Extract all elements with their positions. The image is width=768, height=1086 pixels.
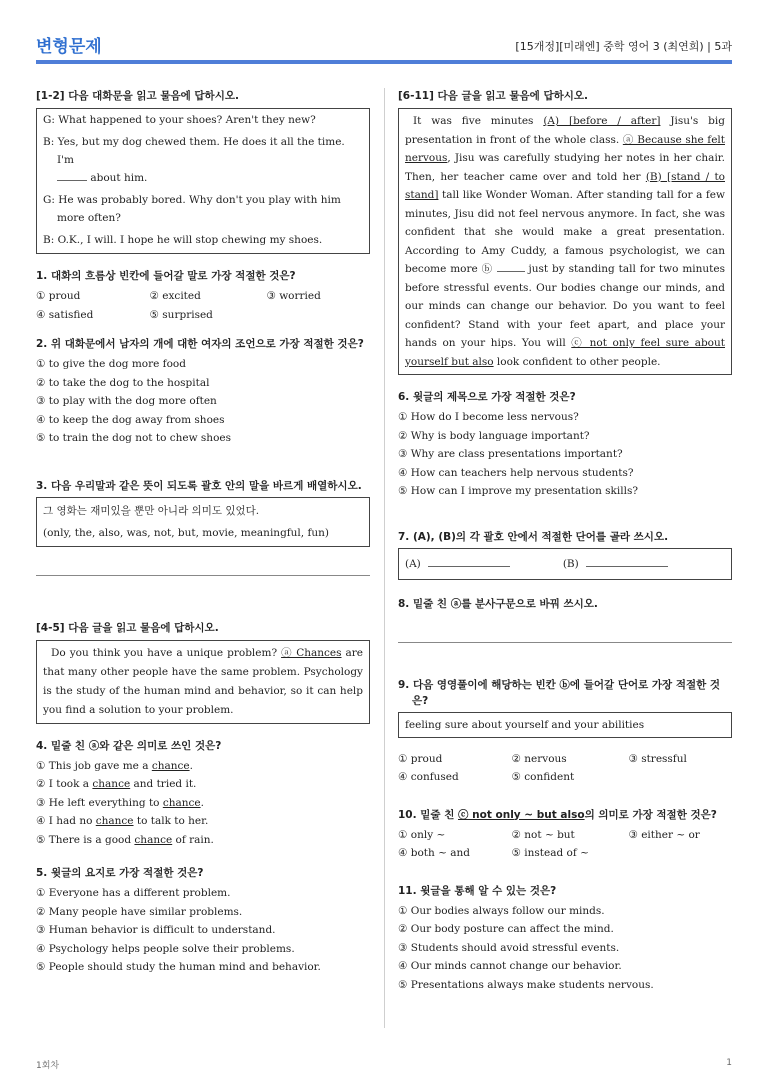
option[interactable]: ⑤ People should study the human mind and behavior.	[36, 961, 321, 973]
question-3-box	[36, 497, 370, 547]
option[interactable]: ③ Human behavior is difficult to understand.	[36, 924, 276, 936]
question-6-options	[398, 408, 732, 501]
question-4: 4. 밑줄 친 ⓐ와 같은 의미로 쓰인 것은?	[36, 739, 222, 752]
label-a: (A)	[405, 557, 421, 570]
option[interactable]: ⑤ There is a good chance of rain.	[36, 833, 214, 846]
dialog-line: G: He was probably bored. Why don't you play with him more often?	[43, 194, 341, 224]
option[interactable]: ④ I had no chance to talk to her.	[36, 815, 209, 827]
passage-box: It was five minutes (A) [before / after] Jisu's big presentation in front of the whole class. ⓐ Because she felt nervous, Jisu was carefully studying her notes in her chair. Then, her teacher came over and told her (B) [stand / to stand] tall like Wonder Woman. After standing tall for a few minutes, Jisu did not feel nervous anymore. In fact, she was confident that she would make a great presentation. According to Amy Cuddy, a famous psychologist, we can become more ⓑ just by standing tall for two minutes before stressful events. Our bodies change our minds, and our minds can change our behavior. Do you want to feel confident? Stand with your feet apart, and place your hands on your hips. You will ⓒ not only feel sure about yourself but also look confident to other people.	[398, 108, 732, 375]
underlined-chances: ⓐ Chances	[281, 646, 342, 659]
question-11-options	[398, 902, 732, 995]
label-b: (B)	[562, 557, 579, 570]
dialog-box	[36, 108, 370, 254]
option[interactable]: ⑤ surprised	[149, 308, 213, 321]
option[interactable]: ② nervous	[511, 752, 567, 765]
header-meta: [15개정][미래엔] 중학 영어 3 (최연희) | 5과	[515, 40, 732, 53]
question-1: 1. 대화의 흐름상 빈칸에 들어갈 말로 가장 적절한 것은?	[36, 270, 296, 282]
option[interactable]: ③ worried	[266, 290, 321, 302]
footer-round: 1회차	[36, 1061, 60, 1071]
question-11: 11. 윗글을 통해 알 수 있는 것은?	[398, 884, 557, 897]
option[interactable]: ③ to play with the dog more often	[36, 395, 217, 407]
question-10-options	[398, 826, 732, 863]
underlined-b: (B) [stand / to stand]	[405, 170, 725, 201]
option[interactable]: ⑤ How can I improve my presentation skills?	[398, 485, 639, 497]
column-divider	[384, 88, 385, 1028]
option[interactable]: ① How do I become less nervous?	[398, 411, 579, 423]
option[interactable]: ④ confused	[398, 771, 459, 783]
option[interactable]: ④ Psychology helps people solve their problems.	[36, 942, 295, 955]
option[interactable]: ① only ~	[398, 828, 446, 841]
answer-blank-b[interactable]	[586, 556, 668, 567]
question-7-box	[398, 548, 732, 580]
question-1-options	[36, 287, 370, 324]
definition-box: feeling sure about yourself and your abilities	[398, 712, 732, 738]
question-6: 6. 윗글의 제목으로 가장 적절한 것은?	[398, 391, 576, 403]
question-5: 5. 윗글의 요지로 가장 적절한 것은?	[36, 867, 204, 879]
question-2-options	[36, 355, 370, 448]
question-4-options	[36, 757, 370, 850]
answer-blank-a[interactable]	[428, 556, 510, 567]
underlined-circle-a: ⓐ Because she felt nervous	[405, 133, 725, 164]
option[interactable]: ② excited	[149, 290, 201, 302]
dialog-line: G: What happened to your shoes? Aren't they new?	[43, 114, 316, 126]
word-list: (only, the, also, was, not, but, movie, meaningful, fun)	[43, 526, 329, 539]
option[interactable]: ④ How can teachers help nervous students?	[398, 466, 634, 479]
page-title: 변형문제	[36, 37, 102, 57]
underlined-circle-c: ⓒ not only feel sure about yourself but also	[405, 337, 725, 368]
option[interactable]: ⑤ to train the dog not to chew shoes	[36, 432, 231, 444]
option[interactable]: ④ both ~ and	[398, 847, 470, 859]
page-number: 1	[726, 1058, 732, 1068]
question-7: 7. (A), (B)의 각 괄호 안에서 적절한 단어를 골라 쓰시오.	[398, 530, 669, 543]
question-5-options	[36, 884, 370, 977]
answer-blank	[497, 261, 525, 272]
option[interactable]: ① proud	[398, 752, 443, 765]
option[interactable]: ② I took a chance and tried it.	[36, 778, 197, 790]
option[interactable]: ③ Why are class presentations important?	[398, 448, 623, 460]
option[interactable]: ② not ~ but	[511, 828, 575, 841]
option[interactable]: ① to give the dog more food	[36, 358, 186, 370]
left-column	[36, 88, 370, 977]
option[interactable]: ⑤ confident	[511, 771, 575, 783]
header-rule	[36, 60, 732, 64]
option[interactable]: ① This job gave me a chance.	[36, 759, 193, 772]
option[interactable]: ① Everyone has a different problem.	[36, 887, 231, 899]
section-heading-1-2: [1-2] 다음 대화문을 읽고 물음에 답하시오.	[36, 90, 239, 102]
question-3: 3. 다음 우리말과 같은 뜻이 되도록 괄호 안의 말을 바르게 배열하시오.	[36, 479, 362, 492]
option[interactable]: ③ He left everything to chance.	[36, 796, 204, 809]
question-9: 9. 다음 영영풀이에 해당하는 빈칸 ⓑ에 들어갈 단어로 가장 적절한 것은?	[398, 678, 721, 707]
dialog-line: B: Yes, but my dog chewed them. He does it all the time. I'm about him.	[43, 136, 345, 184]
option[interactable]: ③ Students should avoid stressful events.	[398, 941, 620, 954]
option[interactable]: ② Many people have similar problems.	[36, 905, 243, 918]
right-column	[398, 88, 732, 994]
option[interactable]: ① proud	[36, 290, 81, 302]
option[interactable]: ③ either ~ or	[628, 828, 700, 841]
option[interactable]: ④ to keep the dog away from shoes	[36, 413, 225, 426]
underlined-a: (A) [before / after]	[543, 115, 661, 127]
option[interactable]: ② to take the dog to the hospital	[36, 376, 210, 389]
option[interactable]: ② Why is body language important?	[398, 429, 590, 442]
option[interactable]: ② Our body posture can affect the mind.	[398, 923, 614, 935]
dialog-line: B: O.K., I will. I hope he will stop chewing my shoes.	[43, 234, 323, 246]
passage-box: Do you think you have a unique problem? ⓐ Chances are that many other people have the same problem. Psychology is the study of the human mind and behavior, so it can help you find a solution to your problem.	[36, 640, 370, 724]
option[interactable]: ③ stressful	[628, 752, 687, 765]
question-9-options	[398, 750, 732, 787]
question-2: 2. 위 대화문에서 남자의 개에 대한 여자의 조언으로 가장 적절한 것은?	[36, 338, 364, 350]
answer-blank	[57, 170, 87, 181]
korean-sentence: 그 영화는 재미있을 뿐만 아니라 의미도 있었다.	[43, 504, 260, 517]
option[interactable]: ④ satisfied	[36, 308, 94, 321]
question-10: 10. 밑줄 친 ⓒ not only ~ but also의 의미로 가장 적절한 것은?	[398, 808, 717, 821]
option[interactable]: ① Our bodies always follow our minds.	[398, 904, 605, 917]
section-heading-4-5: [4-5] 다음 글을 읽고 물음에 답하시오.	[36, 621, 219, 634]
question-8: 8. 밑줄 친 ⓐ를 분사구문으로 바꿔 쓰시오.	[398, 597, 598, 610]
option[interactable]: ⑤ instead of ~	[511, 847, 589, 859]
option[interactable]: ⑤ Presentations always make students nervous.	[398, 978, 654, 991]
option[interactable]: ④ Our minds cannot change our behavior.	[398, 960, 622, 972]
section-heading-6-11: [6-11] 다음 글을 읽고 물음에 답하시오.	[398, 90, 588, 102]
